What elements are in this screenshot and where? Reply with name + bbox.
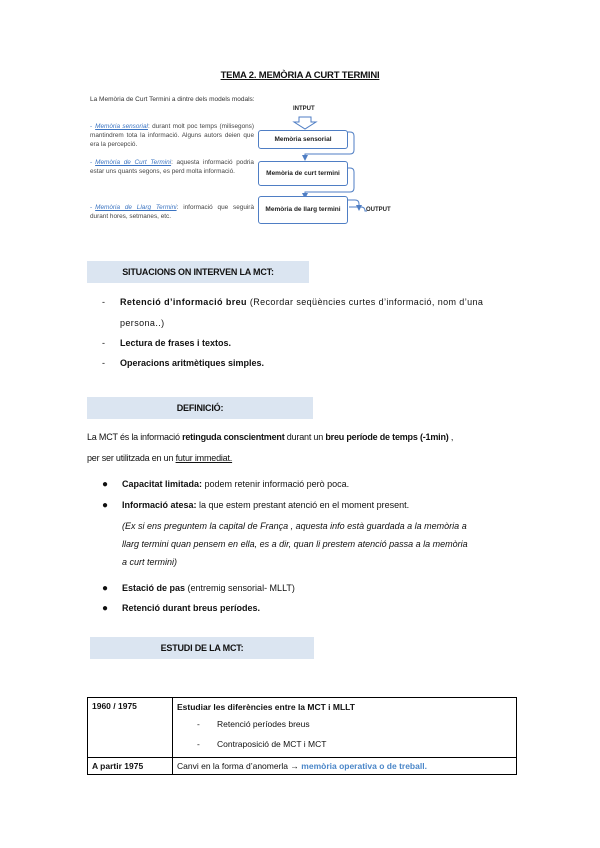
figure-item-text: : informació que seguirà durant hores, setmanes, etc. <box>90 204 254 220</box>
item-bold: Retenció d’informació breu <box>120 297 247 307</box>
output-arrow-icon <box>347 200 359 210</box>
section-heading-definicio: DEFINICIÓ: <box>87 397 313 419</box>
item-text: (entremig sensorial- MLLT) <box>185 583 295 593</box>
figure-item-name: Memòria de Llarg Termini <box>95 204 177 211</box>
def-text: durant un <box>284 432 326 442</box>
row-highlight: memòria operativa o de treball. <box>301 761 427 771</box>
figure-intro: La Memòria de Curt Termini a dintre dels models modals: <box>90 96 255 103</box>
item-text: la que estem prestant atenció en el moment present. <box>196 500 410 510</box>
item-bold: Estació de pas <box>122 583 186 593</box>
item-bold: Informació atesa: <box>122 500 197 510</box>
figure-item-name: Memòria de Curt Termini <box>95 159 172 166</box>
row-desc: Canvi en la forma d’anomerla <box>177 761 289 771</box>
item-bold: Capacitat limitada: <box>122 479 203 489</box>
figure-item-name: Memòria sensorial <box>95 123 148 130</box>
study-table <box>87 697 517 775</box>
item-bold: Operacions aritmètiques simples. <box>120 358 265 368</box>
row-desc: Estudiar les diferències entre la MCT i MLLT <box>177 702 355 712</box>
section-heading-situacions: SITUACIONS ON INTERVEN LA MCT: <box>87 261 309 283</box>
example-line: llarg termini quan pensem en ella, es a dir, quan li prestem atenció passa a la memòria <box>122 539 468 549</box>
def-bold: retinguda conscientment <box>182 432 285 442</box>
def-text: , <box>448 432 454 442</box>
example-line: (Ex si ens preguntem la capital de França , aquesta info està guardada a la memòria a <box>122 521 467 531</box>
figure-item-text: : durant molt poc temps (milisegons) mantindrem tota la informació. Alguns autors deien que era la percepció. <box>90 123 255 148</box>
bullet-icon: ● <box>102 500 109 511</box>
bullet-icon: ● <box>102 583 109 594</box>
item-bold: Retenció durant breus períodes. <box>122 603 261 613</box>
bullet-icon: ● <box>102 603 109 614</box>
figure-item-llarg: - Memòria de Llarg Termini: informació que seguirà durant hores, setmanes, etc. <box>90 204 254 220</box>
table-cell-desc <box>173 758 517 775</box>
def-text: La MCT és la informació <box>87 432 183 442</box>
sub-item-text: Retenció períodes breus <box>217 719 310 729</box>
sub-item-text: Contraposició de MCT i MCT <box>217 739 327 749</box>
example-line: a curt termini) <box>122 557 178 567</box>
def-bold: breu període de temps (-1min) <box>325 432 449 442</box>
table-cell-desc <box>173 698 517 758</box>
figure-item-sensorial: - Memòria sensorial: durant molt poc temps (milisegons) mantindrem tota la informació. Alguns autors deien que era la percepció. <box>90 123 255 148</box>
page-title: TEMA 2. MEMÒRIA A CURT TERMINI <box>220 70 380 81</box>
box-memoria-curt-termini: Memòria de curt termini <box>258 161 348 186</box>
table-row <box>88 758 517 775</box>
input-label: INTPUT <box>293 106 315 112</box>
output-label: OUTPUT <box>366 207 391 213</box>
sub-item: - Retenció períodes breus <box>197 719 310 729</box>
box-memoria-llarg-termini: Memòria de llarg termini <box>258 196 348 224</box>
def-text: per ser utilitzada en un <box>87 453 176 463</box>
bullet-icon: ● <box>102 479 109 490</box>
item-text: (Recordar seqüències curtes d’informació, nom d’una <box>246 297 484 307</box>
definition-line-2 <box>87 448 232 468</box>
table-row <box>88 698 517 758</box>
item-text: podem retenir informació però poca. <box>202 479 350 489</box>
table-cell-year: 1960 / 1975 <box>88 698 173 758</box>
definition-line-1 <box>87 427 453 447</box>
figure-item-curt: - Memòria de Curt Termini: aquesta informació podria estar uns quants segons, es perd molta informació. <box>90 159 254 175</box>
box-memoria-sensorial: Memòria sensorial <box>258 130 348 149</box>
section-heading-estudi: ESTUDI DE LA MCT: <box>90 637 314 659</box>
item-text-cont: persona..) <box>120 318 165 328</box>
arrow-icon: → <box>290 761 299 771</box>
table-cell-year: A partir 1975 <box>88 758 173 775</box>
sub-item: - Contraposició de MCT i MCT <box>197 739 327 749</box>
input-arrow-icon <box>294 117 316 129</box>
item-bold: Lectura de frases i textos. <box>120 338 232 348</box>
figure-item-text: : aquesta informació podria estar uns quants segons, es perd molta informació. <box>90 159 254 175</box>
def-underline: futur immediat. <box>175 453 233 463</box>
